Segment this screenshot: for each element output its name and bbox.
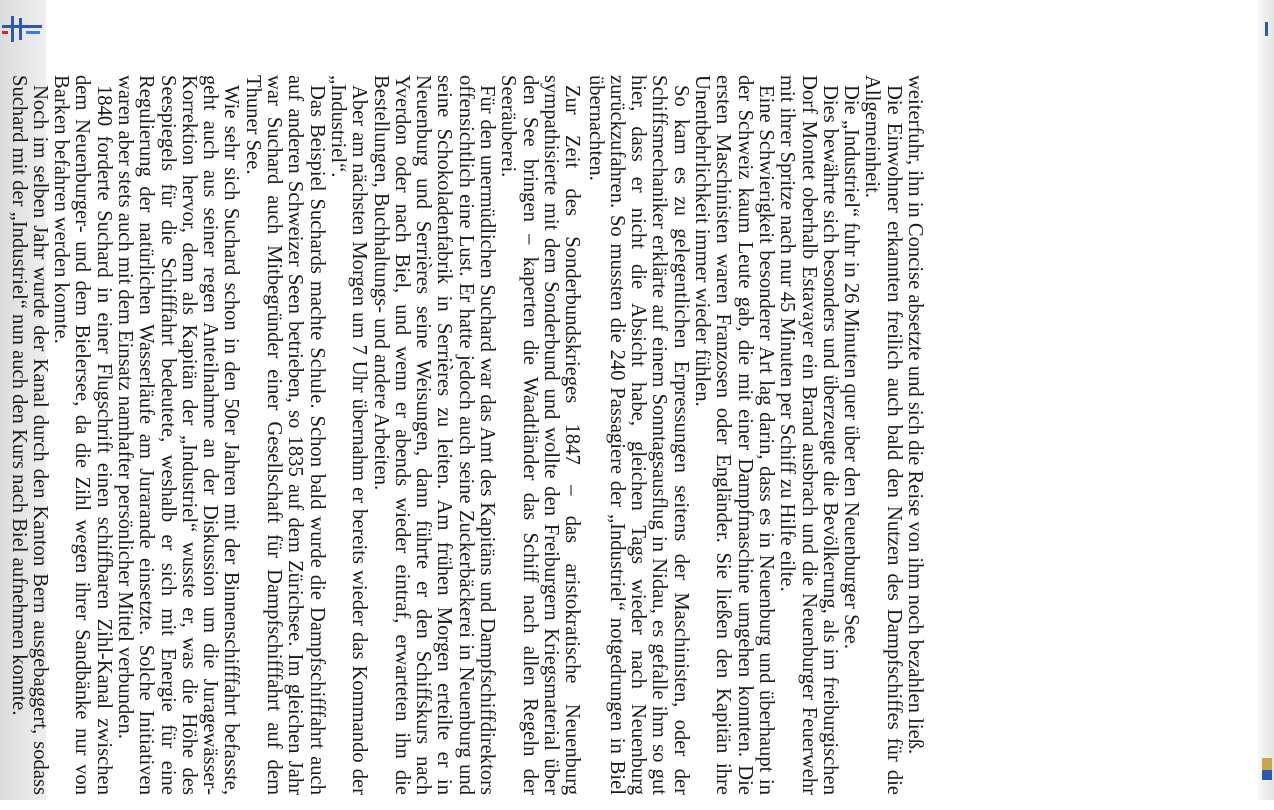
- paragraph: Noch im selben Jahr wurde der Kanal durch den Kanton Bern ausgebaggert, sodass Suchard mit der „Industriel“ nun auch den Kurs nach Biel aufnehmen konnte.: [7, 75, 51, 795]
- paragraph: weiterfuhr, ihn in Concise absetzte und sich die Reise von ihm noch bezahlen ließ.: [904, 75, 926, 755]
- paragraph: Die „Industriel“ fuhr in 26 Minuten quer über den Neuenburger See.: [840, 85, 863, 650]
- document-body: [0, 75, 925, 795]
- scan-edge-color-icon: [1262, 758, 1272, 780]
- paragraph: Eine Schwierigkeit besonderer Art lag darin, dass es in Neuenburg und überhaupt in der Schweiz kaum Leute gab, die mit einer Dampfmaschine umgehen konnten. Die ersten Maschinisten waren Franzosen oder Engländer. Sie ließen den Kapitän ihre Unentbehrlichkeit immer wieder fühlen.: [691, 75, 777, 795]
- paragraph: Das Beispiel Suchards machte Schule. Schon bald wurde die Dampfschifffahrt auch auf anderen Schweizer Seen betrieben, so 1835 auf dem Zürichsee. Im gleichen Jahr war Suchard auch Mitbegründer einer Gesellschaft für Dampfschifffahrt auf dem Thuner See.: [241, 75, 328, 795]
- paragraph: Dies bewährte sich besonders und überzeugte die Bevölkerung, als im freiburgischen Dorf Montet oberhalb Estavayer ein Brand ausbrach und die Neuenburger Feuerwehr mit ihrer Spritze nach nur 45 Minuten per Schiff zu Hilfe eilte.: [776, 75, 841, 795]
- scan-edge-marker-icon: [1263, 22, 1271, 36]
- paragraph: Aber am nächsten Morgen um 7 Uhr übernahm er bereits wieder das Kommando der „Industriel“.: [326, 75, 371, 795]
- scan-right-edge: [1258, 0, 1274, 800]
- paragraph: Die Einwohner erkannten freilich auch bald den Nutzen des Dampfschiffes für die Allgemeinheit.: [861, 75, 905, 795]
- paragraph: Zur Zeit des Sonderbundskrieges 1847 – das aristokratische Neuenburg sympathisierte mit dem Sonderbund und wollte den Freiburgern Kriegsmaterial über den See bringen – kaperten die Waadtländer das Schiff nach allen Regeln der Seeräuberei.: [497, 75, 584, 795]
- paragraph: So kam es zu gelegentlichen Erpressungen seitens der Maschinisten, oder der Schiffsmechaniker erklärte auf einem Sonntagsausflug in Nidau, es gefalle ihm so gut hier, dass er nicht die Absicht habe, gleichen Tags wieder nach Neuenburg zurückzufahren. So mussten die 240 Passagiere der „Industriel“ notgedrungen in Biel übernachten.: [584, 75, 692, 795]
- paragraph: 1840 forderte Suchard in einer Flugschrift einen schiffbaren Zihl-Kanal zwischen dem Neuenburger- und dem Bielersee, da die Zihl wegen ihrer Sandbänke nur von Barken befahren werden konnte.: [50, 75, 115, 795]
- paragraph: Wie sehr sich Suchard schon in den 50er Jahren mit der Binnenschifffahrt befasste, geht auch aus seiner regen Anteilnahme an der Diskussion um die Juragewässer-Korrektion hervor, denn als Kapitän der „Industriel“ wusste er, was die Höhe des Seespiegels für die Schifffahrt bedeutete, weshalb er sich mit Energie für eine Regulierung der natürlichen Wasserläufe am Jurarande einsetzte. Solche Initiativen waren aber stets auch mit dem Einsatz namhafter persönlicher Mittel verbunden.: [114, 75, 243, 795]
- paragraph: Für den unermüdlichen Suchard war das Amt des Kapitäns und Dampfschiffdirektors offensichtlich eine Lust. Er hatte jedoch auch seine Zuckerbäckerei in Neuenburg und seine Schokoladenfabrik in Serrières zu leiten. Am frühen Morgen erteilte er in Neuenburg und Serrières seine Weisungen, dann führte er den Schiffskurs nach Yverdon oder nach Biel, und wenn er abends wieder eintraf, erwarteten ihn die Bestellungen, Buchhaltungs- und andere Arbeiten.: [369, 75, 499, 795]
